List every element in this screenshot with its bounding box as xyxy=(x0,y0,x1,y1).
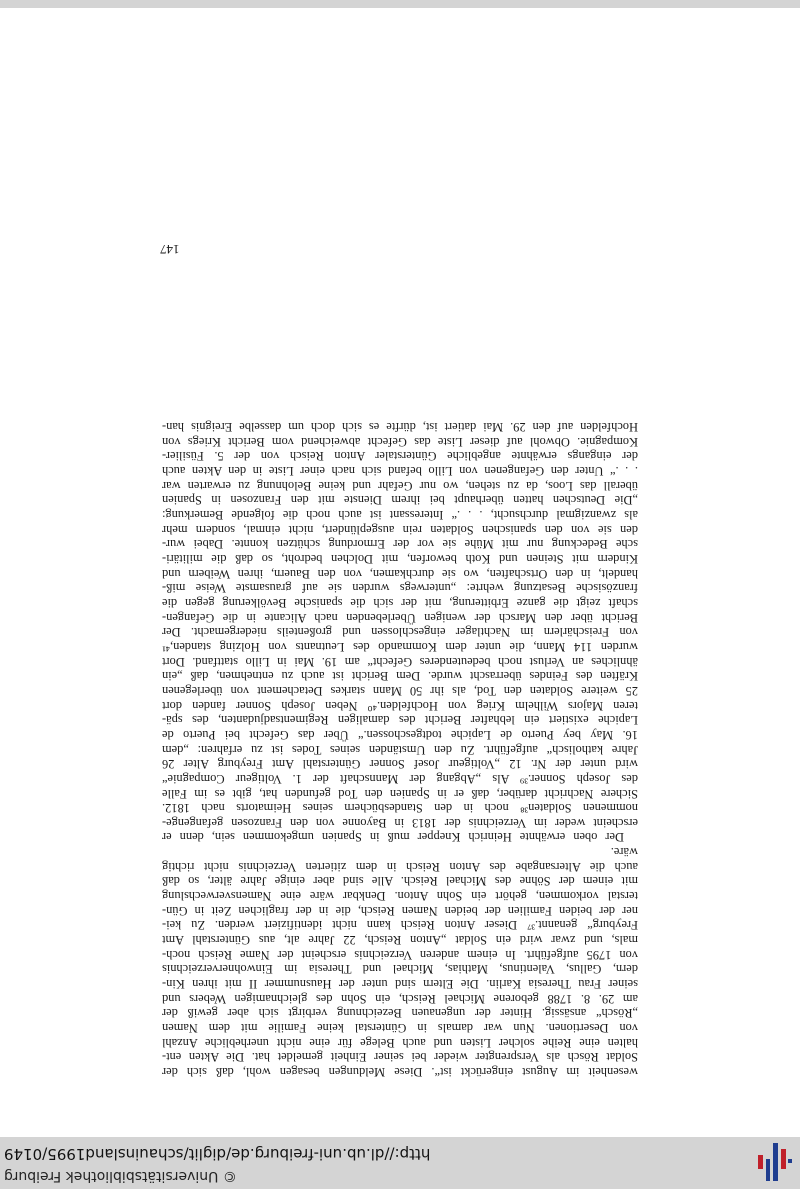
text-line: mals, und zwar wird ein Soldat „Anton Reisch, 22 Jahre alt, aus Günterstahl Amt xyxy=(162,933,638,948)
text-line: der eingangs erwähnte angebliche Günterstaler Anton Reisch von der 5. Füsilier- xyxy=(162,449,638,464)
text-line: terstal vorkommen, gehört ein Sohn Anton. Denkbar wäre eine Namensverwechslung xyxy=(162,889,638,904)
text-line: des Joseph Sonner.³⁹ Als „Abgang der Mannschaft der 1. Voltigeur Compagnie“ xyxy=(162,771,638,786)
university-logo-icon xyxy=(752,1141,796,1183)
text-line: nommenen Soldaten³⁸ noch in den Standesbüchern seines Heimatorts nach 1812. xyxy=(162,801,638,816)
text-line: auch die Altersangabe des Anton Reisch in dem zitierten Verzeichnis nicht richtig xyxy=(162,859,638,874)
text-line: teren Majors Wilhelm Krieg von Hochfelden.⁴⁰ Neben Joseph Sonner fanden dort xyxy=(162,698,638,713)
viewer-header xyxy=(0,1137,800,1189)
text-line: am 29. 8. 1788 geborene Michael Reisch, ein Sohn des gleichnamigen Webers und xyxy=(162,991,638,1006)
text-line: französische Besatzung wehrte: „unterwegs wurden sie auf grausamste Weise miß- xyxy=(162,581,638,596)
text-line: ner der beiden Familien der beiden Namen Reisch, die in der fraglichen Zeit in Gün- xyxy=(162,903,638,918)
text-line: Bericht über den Marsch der wenigen Überlebenden nach Alicante in die Gefangen- xyxy=(162,610,638,625)
text-line: „Die Deutschen hatten überhaupt bei ihrem Dienste mit den Franzosen in Spanien xyxy=(162,493,638,508)
text-line: Kompagnie. Obwohl auf dieser Liste das Gefecht abweichend vom Bericht Kriegs von xyxy=(162,434,638,449)
text-line: ähnliches an Verlust noch bedeutenderes Gefecht“ am 19. Mai in Lillo stattfand. Dort xyxy=(162,654,638,669)
text-line: Soldat Rösch als Versprengter wieder bei seiner Einheit gemeldet hat. Die Akten ent- xyxy=(162,1050,638,1065)
text-line: den sie von den spanischen Soldaten rein ausgeplündert, nicht einmal, sondern mehr xyxy=(162,522,638,537)
text-line: Kräften des Feindes überrascht wurde. Dem Bericht ist auch zu entnehmen, daß „ein xyxy=(162,669,638,684)
page-url-link[interactable]: http://dl.ub.uni-freiburg.de/diglit/schauinsland1995/0149 xyxy=(4,1145,431,1163)
text-line: Der oben erwähnte Heinrich Knepper muß in Spanien umgekommen sein, denn er xyxy=(162,830,624,845)
text-line: Sichere Nachricht darüber, daß er in Spanien den Tod gefunden hat, gibt es im Falle xyxy=(162,786,638,801)
text-line: 25 weitere Soldaten den Tod, als ihr 50 Mann starkes Detachement von überlegenen xyxy=(162,683,638,698)
text-line: Jahre katholisch“ aufgeführt. Zu den Umständen seines Todes ist zu erfahren: „dem xyxy=(162,742,638,757)
text-line: von 1795 aufgeführt. In einem anderen Verzeichnis erscheint der Name Reisch noch- xyxy=(162,947,638,962)
text-line: dern, Gallus, Valentinus, Mathias, Michael und Theresia im Einwohnerverzeichnis xyxy=(162,962,638,977)
text-line: überall das Loos, da zu stehen, wo nur Gefahr und keine Belohnung zu erwarten war xyxy=(162,478,638,493)
text-line: Hochfelden auf den 29. Mai datiert ist, dürfte es sich doch um dasselbe Ereignis han- xyxy=(162,420,638,435)
text-line: . . .“ Unter den Gefangenen von Lillo befand sich nach einer Liste in den Akten auch xyxy=(162,464,638,479)
text-line: von Freischärlern im Nachtlager eingeschlossen und großenteils niedergemacht. Der xyxy=(162,625,638,640)
viewer-footer xyxy=(0,0,800,8)
text-line: handelt, in den Ortschaften, wo sie durchkamen, von den Bauern, ihren Weibern und xyxy=(162,566,638,581)
text-line: „Rösch“ ansässig. Hinter der ungenauen Bezeichnung verbirgt sich aber gewiß der xyxy=(162,1006,638,1021)
text-line: mit einem der Söhne des Michael Reisch. Alle sind aber einige Jahre älter, so daß xyxy=(162,874,638,889)
text-line: wurden 114 Mann, die unter dem Kommando des Leutnants von Holzing standen,⁴¹ xyxy=(162,639,638,654)
text-line: wäre. xyxy=(610,845,638,860)
text-line: Lapiche existiert ein lebhafter Bericht des damaligen Regimentsadjudanten, des spä- xyxy=(162,713,638,728)
text-line: als zwanzigmal durchsucht, . . .“ Interessant ist auch noch die folgende Bemerkung: xyxy=(162,508,638,523)
text-line: Freyburg“ genannt.³⁷ Dieser Anton Reisch kann nicht identifiziert werden. Zu kei- xyxy=(162,918,638,933)
text-line: sche Bedeckung nur mit Mühe sie vor der Ermordung schützen konnte. Dabei wur- xyxy=(162,537,638,552)
body-text xyxy=(162,419,638,1079)
text-line: von Desertionen. Nun war damals in Günterstal keine Familie mit dem Namen xyxy=(162,1021,638,1036)
page-number: 147 xyxy=(160,242,180,257)
text-line: wird unter der Nr. 12 „Voltigeur Josef Sonner Günterstahl Amt Freyburg Alter 26 xyxy=(162,757,638,772)
text-line: wesenheit im August eingerückt ist“. Diese Meldungen besagen wohl, daß sich der xyxy=(162,1065,638,1079)
text-line: Kindern mit Steinen und Koth beworfen, mit Dolchen bedroht, so daß die militäri- xyxy=(162,552,638,567)
text-line: 16. May bey Puerto de Lapiche todtgeschossen.“ Über das Gefecht bei Puerto de xyxy=(162,727,638,742)
text-line: schaft zeigt die ganze Erbitterung, mit der sich die spanische Bevölkerung gegen die xyxy=(162,596,638,610)
text-line: halten eine Reihe solcher Listen und auch Belege für eine nicht unerhebliche Anzahl xyxy=(162,1035,638,1050)
text-line: erscheint weder im Verzeichnis der 1813 in Bayonne von den Franzosen gefangenge- xyxy=(162,815,638,830)
text-line: seiner Frau Theresia Karlin. Die Eltern sind unter der Hausnummer II mit ihren Kin- xyxy=(162,977,638,992)
copyright-line: © Universitätsbibliothek Freiburg xyxy=(4,1168,237,1184)
